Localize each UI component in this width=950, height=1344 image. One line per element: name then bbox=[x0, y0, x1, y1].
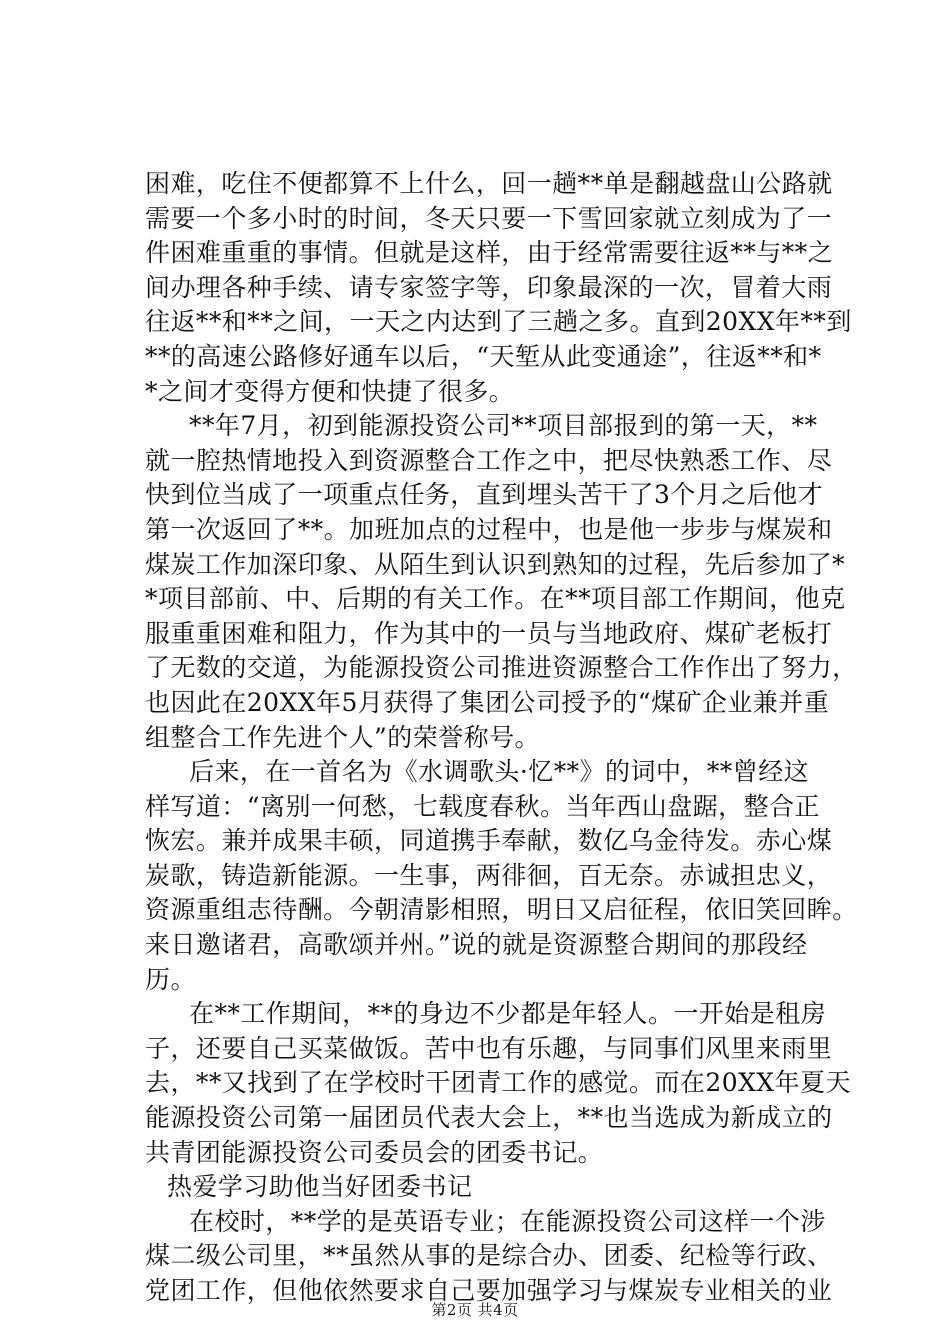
text-line: 来日邀诸君，高歌颂并州。”说的就是资源整合期间的那段经 bbox=[145, 930, 808, 960]
paragraph bbox=[145, 409, 858, 755]
paragraph bbox=[145, 1205, 833, 1309]
text-line: 服重重困难和阻力，作为其中的一员与当地政府、煤矿老板打 bbox=[145, 618, 833, 648]
text-line: 去，**又找到了在学校时干团青工作的感觉。而在20XX年夏天 bbox=[145, 1068, 851, 1098]
text-line: 后来，在一首名为《水调歌头·忆**》的词中，**曾经这 bbox=[189, 757, 810, 787]
text-line: 炭歌，铸造新能源。一生事，两徘徊，百无奈。赤诚担忠义， bbox=[145, 860, 833, 890]
document-body bbox=[145, 167, 858, 1309]
text-line: 煤炭工作加深印象、从陌生到认识到熟知的过程，先后参加了* bbox=[145, 549, 846, 579]
text-line: 样写道：“离别一何愁，七载度春秋。当年西山盘踞，整合正 bbox=[145, 791, 820, 821]
text-line: **的高速公路修好通车以后，“天堑从此变通途”，往返**和* bbox=[145, 341, 822, 371]
text-line: *之间才变得方便和快捷了很多。 bbox=[145, 376, 515, 406]
text-line: 也因此在20XX年5月获得了集团公司授予的“煤矿企业兼并重 bbox=[145, 687, 830, 717]
text-line: 组整合工作先进个人”的荣誉称号。 bbox=[145, 722, 540, 752]
text-line: 间办理各种手续、请专家签字等，印象最深的一次，冒着大雨 bbox=[145, 272, 833, 302]
text-line: 往返**和**之间，一天之内达到了三趟之多。直到20XX年**到 bbox=[145, 307, 852, 337]
heading-text: 热爱学习助他当好团委书记 bbox=[167, 1172, 473, 1202]
text-line: 能源投资公司第一届团员代表大会上，**也当选成为新成立的 bbox=[145, 1103, 833, 1133]
text-line: 快到位当成了一项重点任务，直到埋头苦干了3个月之后他才 bbox=[145, 480, 824, 510]
text-line: 了无数的交道，为能源投资公司推进资源整合工作作出了努力， bbox=[145, 653, 858, 683]
text-line: 件困难重重的事情。但就是这样，由于经常需要往返**与**之 bbox=[145, 238, 834, 268]
text-line: 困难，吃住不便都算不上什么，回一趟**单是翻越盘山公路就 bbox=[145, 169, 833, 198]
text-line: 在**工作期间，**的身边不少都是年轻人。一开始是租房 bbox=[189, 999, 827, 1029]
text-line: **年7月，初到能源投资公司**项目部报到的第一天，** bbox=[189, 411, 818, 441]
text-line: 历。 bbox=[145, 964, 196, 994]
text-line: 资源重组志待酬。今朝清影相照，明日又启征程，依旧笑回眸。 bbox=[145, 895, 858, 925]
text-line: 需要一个多小时的时间，冬天只要一下雪回家就立刻成为了一 bbox=[145, 203, 833, 233]
paragraph bbox=[145, 167, 852, 409]
text-line: 煤二级公司里，**虽然从事的是综合办、团委、纪检等行政、 bbox=[145, 1241, 833, 1271]
text-line: 恢宏。兼并成果丰硕，同道携手奉献，数亿乌金待发。赤心煤 bbox=[145, 826, 833, 856]
text-line: *项目部前、中、后期的有关工作。在**项目部工作期间，他克 bbox=[145, 584, 846, 614]
text-line: 共青团能源投资公司委员会的团委书记。 bbox=[145, 1137, 604, 1167]
text-line: 党团工作，但他依然要求自己要加强学习与煤炭专业相关的业 bbox=[145, 1276, 833, 1305]
paragraph bbox=[145, 997, 851, 1170]
text-line: 第一次返回了**。加班加点的过程中，也是他一步步与煤炭和 bbox=[145, 514, 833, 544]
text-line: 在校时，**学的是英语专业；在能源投资公司这样一个涉 bbox=[189, 1206, 826, 1236]
paragraph bbox=[145, 755, 858, 997]
text-line: 就一腔热情地投入到资源整合工作之中，把尽快熟悉工作、尽 bbox=[145, 445, 833, 475]
page-footer bbox=[0, 1299, 950, 1320]
page-number-label: 第2页 共4页 bbox=[431, 1301, 519, 1319]
section-heading bbox=[145, 1170, 811, 1205]
text-line: 子，还要自己买菜做饭。苦中也有乐趣，与同事们风里来雨里 bbox=[145, 1033, 833, 1063]
